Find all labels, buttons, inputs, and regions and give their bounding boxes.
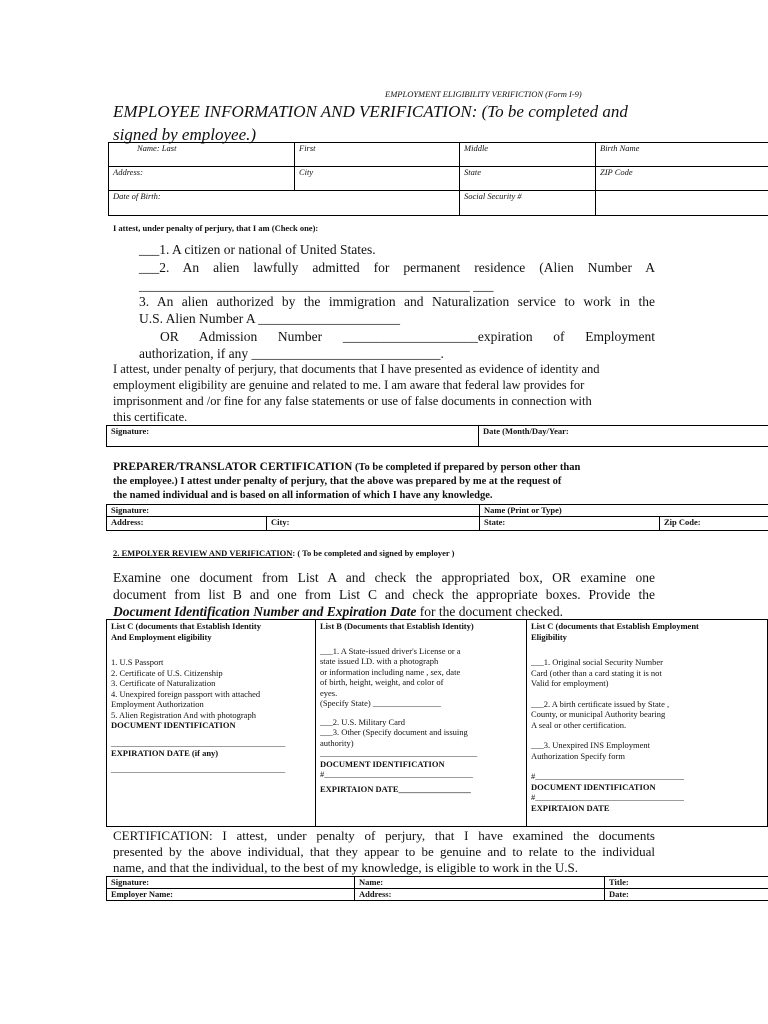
attest-intro: I attest, under penalty of perjury, that I am (Check one): [113,223,319,233]
list-c-item: A seal or other certification. [531,719,627,730]
cert-line1: CERTIFICATION: I attest, under penalty of perjury, that I have examined the documents [113,828,655,843]
name-last-field[interactable]: Name: Last [109,143,295,167]
list-b-doc-id-line[interactable]: #___________________________________ [320,769,473,779]
preparer-state-field[interactable]: State: [480,517,660,531]
preparer-city-field[interactable]: City: [267,517,480,531]
employee-info-table [108,142,768,216]
option-permanent-resident-line: _________________________________________________ ___ [139,278,494,293]
preparer-line3: the named individual and is based on all information of which I have any knowledge. [113,490,493,501]
dob-field[interactable]: Date of Birth: [109,191,460,216]
list-b-item[interactable]: (Specify State) ________________ [320,698,441,708]
employer-signature-field[interactable]: Signature: [107,877,355,889]
list-b-item[interactable]: ___1. A State-issued driver's License or a [320,645,461,656]
list-a-title: List C (documents that Establish Identity [111,621,261,631]
attest-para-line1: I attest, under penalty of perjury, that documents that I have presented as evidence of identity and [113,362,600,376]
form-title: EMPLOYMENT ELIGIBILITY VERIFICTION (Form I-9) [385,89,582,99]
list-c-item: Valid for employment) [531,678,609,688]
list-a-doc-id-label: DOCUMENT IDENTIFICATION [111,720,236,730]
section1-heading-line2: signed by employee.) [113,125,257,144]
preparer-address-field[interactable]: Address: [107,517,267,531]
list-c-doc-id-line[interactable]: #___________________________________ [531,792,684,802]
state-field[interactable]: State [460,167,596,191]
cert-line2: presented by the above individual, that they appear to be genuine and to relate to the individual [113,844,655,859]
employer-title-field[interactable]: Title: [605,877,768,889]
preparer-signature-field[interactable]: Signature: [107,505,480,517]
list-a-expiration-line[interactable]: _________________________________________ [111,763,286,774]
list-a-item[interactable]: 4. Unexpired foreign passport with attached [111,688,261,699]
employer-date-field[interactable]: Date: [605,889,768,901]
list-b-item[interactable]: ___2. U.S. Military Card [320,716,405,727]
option-alien-number: U.S. Alien Number A _____________________ [139,311,401,326]
birth-name-field[interactable]: Birth Name [596,143,768,167]
list-c-column [526,619,768,827]
option-authorized-alien[interactable]: 3. An alien authorized by the immigration and Naturalization service to work in the [139,294,655,309]
preparer-line2: the employee.) I attest under penalty of perjury, that the above was prepared by me at the request of [113,476,562,487]
list-a-doc-id-line[interactable]: _________________________________________ [111,737,286,748]
employee-signature-table [106,425,768,447]
employer-company-field[interactable]: Employer Name: [107,889,355,901]
list-c-item: Card (other than a card stating it is not [531,667,662,678]
option-authorization-expiry: authorization, if any ____________________________. [139,346,444,361]
list-b-item[interactable]: ___3. Other (Specify document and issuing [320,727,468,737]
list-a-item[interactable]: 5. Alien Registration And with photograph [111,709,256,720]
section2-heading: 2. EMPOLYER REVIEW AND VERIFICATION: ( To be completed and signed by employer ) [113,548,455,558]
list-a-subtitle: And Employment eligibility [111,631,212,642]
list-c-item: Authorization Specify form [531,750,625,761]
employee-date-field[interactable]: Date (Month/Day/Year: [479,426,768,447]
option-citizen[interactable]: ___1. A citizen or national of United States. [139,242,376,257]
list-c-title: List C (documents that Establish Employment [531,621,699,631]
preparer-heading: PREPARER/TRANSLATOR CERTIFICATION (To be completed if prepared by person other than [113,461,581,473]
list-a-column [106,619,316,827]
list-a-expiration-label: EXPIRATION DATE (if any) [111,748,219,758]
list-a-item[interactable]: 1. U.S Passport [111,657,164,667]
list-c-form-line[interactable]: #___________________________________ [531,771,684,781]
preparer-table [106,504,768,531]
section2-instr-line1: Examine one document from List A and check the appropriated box, OR examine one [113,570,655,585]
list-b-item: authority) [320,737,354,748]
list-c-doc-id-label: DOCUMENT IDENTIFICATION [531,781,656,792]
list-b-separator-line[interactable]: _____________________________________ [320,748,478,758]
list-a-item: Employment Authorization [111,699,204,709]
list-b-item: or information including name , sex, date [320,666,461,677]
employer-name-field[interactable]: Name: [355,877,605,889]
list-b-column [315,619,527,827]
address-field[interactable]: Address: [109,167,295,191]
ssn-field[interactable]: Social Security # [460,191,596,216]
option-admission-number: OR Admission Number ____________________expiration of Employment [160,329,655,344]
list-c-subtitle: Eligibility [531,631,567,642]
list-c-item[interactable]: ___2. A birth certificate issued by State , [531,698,670,709]
employer-address-field[interactable]: Address: [355,889,605,901]
section2-instr-line3: Document Identification Number and Expiration Date for the document checked. [113,604,563,619]
list-b-item: eyes. [320,687,338,698]
list-c-expiration-label: EXPIRTAION DATE [531,802,610,813]
list-c-item[interactable]: ___3. Unexpired INS Employment [531,740,650,750]
middle-name-field[interactable]: Middle [460,143,596,167]
list-c-item[interactable]: ___1. Original social Security Number [531,657,663,667]
attest-para-line2: employment eligibility are genuine and related to me. I am aware that federal law provides for [113,378,585,392]
employer-signature-table [106,876,768,901]
list-b-item: of birth, height, weight, and color of [320,677,444,687]
list-b-expiration-label[interactable]: EXPIRTAION DATE_________________ [320,783,471,794]
cert-line3: name, and that the individual, to the best of my knowledge, is eligible to work in the U.S. [113,860,579,875]
zip-field[interactable]: ZIP Code [596,167,768,191]
list-b-title: List B (Documents that Establish Identity) [320,621,474,631]
attest-para-line4: this certificate. [113,410,188,424]
city-field[interactable]: City [295,167,460,191]
section2-instr-line2: document from list B and one from List C and check the appropriate boxes. Provide the [113,587,655,602]
list-b-doc-id-label: DOCUMENT IDENTIFICATION [320,758,445,769]
list-b-item: state issued I.D. with a photograph [320,656,439,666]
employee-signature-field[interactable]: Signature: [107,426,479,447]
preparer-zip-field[interactable]: Zip Code: [660,517,768,531]
first-name-field[interactable]: First [295,143,460,167]
option-permanent-resident[interactable]: ___2. An alien lawfully admitted for permanent residence (Alien Number A [139,260,655,275]
preparer-name-field[interactable]: Name (Print or Type) [480,505,768,517]
list-a-item[interactable]: 3. Certificate of Naturalization [111,678,216,688]
section1-heading-line1: EMPLOYEE INFORMATION AND VERIFICATION: (To be completed and [113,102,628,121]
list-a-item[interactable]: 2. Certificate of U.S. Citizenship [111,667,223,678]
list-c-item: County, or municipal Authority bearing [531,709,666,719]
ssn-value-field[interactable] [596,191,768,216]
attest-para-line3: imprisonment and /or fine for any false statements or use of false documents in connection with [113,394,592,408]
